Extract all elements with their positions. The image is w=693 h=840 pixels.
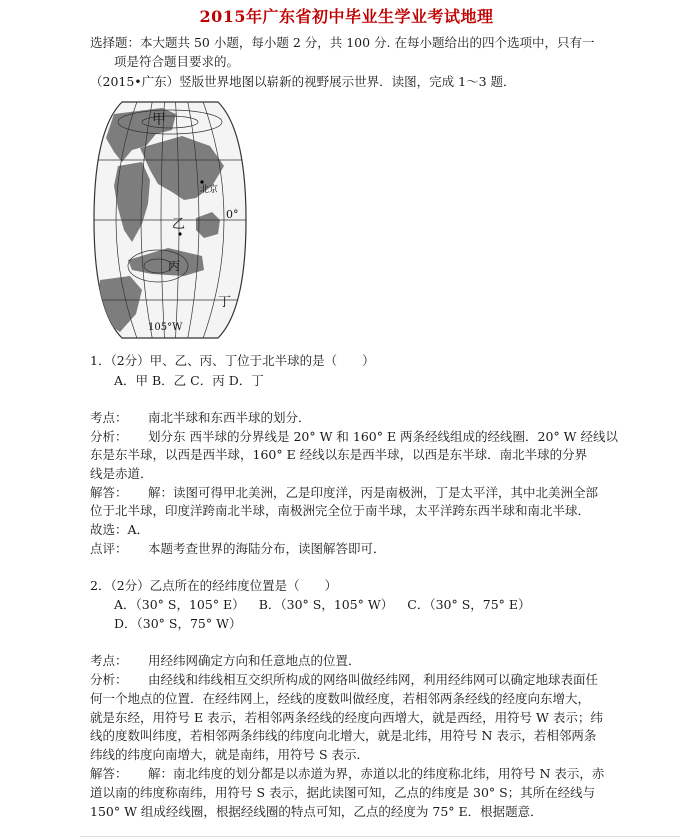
page-bottom-divider	[80, 836, 680, 837]
q1-kaodian-label: 考点：	[90, 410, 128, 425]
q1-jieda-label: 解答：	[90, 485, 128, 500]
q2-fenxi-text-1: 由经线和纬线相互交织所构成的网络叫做经纬网，利用经纬网可以确定地球表面任	[148, 672, 599, 687]
label-beijing: 北京	[200, 185, 219, 195]
q2-option-b: B．（30° S，105° W）	[258, 597, 394, 612]
page-title: 2015年广东省初中毕业生学业考试地理	[199, 7, 494, 26]
q2-option-c: C．（30° S，75° E）	[407, 597, 531, 612]
q1-fenxi-label: 分析：	[90, 429, 128, 444]
q2-fenxi-label: 分析：	[90, 672, 128, 687]
intro-line-3: （2015•广东）竖版世界地图以崭新的视野展示世界．读图，完成 1～3 题．	[90, 74, 516, 89]
yi-dot	[178, 232, 181, 235]
q1-jieda	[90, 484, 598, 502]
q1-dianping-text: 本题考查世界的海陆分布，读图解答即可．	[148, 541, 386, 556]
q1-answer: 故选：A．	[90, 522, 150, 537]
label-ding: 丁	[218, 295, 232, 310]
intro-line-1: 选择题：本大题共 50 小题，每小题 2 分，共 100 分. 在每小题给出的四个选项中，只有一	[90, 35, 595, 50]
label-105w: 105°W	[148, 322, 183, 333]
label-yi: 乙	[172, 217, 186, 232]
q2-jieda	[90, 765, 604, 783]
q1-options: A．甲 B．乙 C．丙 D．丁	[114, 373, 264, 388]
q1-kaodian-text: 南北半球和东西半球的划分．	[148, 410, 311, 425]
q2-fenxi-line-2: 何一个地点的位置．在经纬网上，经线的度数叫做经度，若相邻两条经线的经度向东增大，	[90, 691, 591, 706]
q1-fenxi-line-3: 线是赤道．	[90, 466, 153, 481]
label-zero-degree: 0°	[226, 208, 239, 221]
q1-fenxi-line-2: 东是东半球，以西是西半球，160° E 经线以东是西半球，以西是东半球．南北半球的分界	[90, 447, 588, 462]
q1-dianping-label: 点评：	[90, 541, 128, 556]
q1-stem: 1．（2分）甲、乙、丙、丁位于北半球的是（ ）	[90, 353, 375, 368]
vertical-world-map	[92, 100, 248, 340]
q1-fenxi-text-1: 划分东 西半球的分界线是 20° W 和 160° E 两条经线组成的经线圈．20° W 经线以	[148, 429, 619, 444]
q2-option-d: D．（30° S，75° W）	[114, 616, 242, 631]
q2-kaodian-label: 考点：	[90, 653, 128, 668]
q2-jieda-line-2: 道以南的纬度称南纬，用符号 S 表示，据此读图可知，乙点的纬度是 30° S；其所在经线与	[90, 785, 596, 800]
q2-fenxi-line-3: 就是东经，用符号 E 表示，若相邻两条经线的经度向西增大，就是西经，用符号 W 表示；纬	[90, 710, 603, 725]
q2-jieda-text-1: 解：南北纬度的划分都是以赤道为界，赤道以北的纬度称北纬，用符号 N 表示，赤	[148, 766, 605, 781]
q1-fenxi	[90, 428, 618, 446]
q2-stem: 2．（2分）乙点所在的经纬度位置是（ ）	[90, 578, 338, 593]
q2-jieda-label: 解答：	[90, 766, 128, 781]
q2-options-row-1	[114, 596, 531, 614]
q2-fenxi	[90, 671, 598, 689]
q1-jieda-line-2: 位于北半球，印度洋跨南北半球，南极洲完全位于南半球，太平洋跨东西半球和南北半球．	[90, 503, 591, 518]
beijing-dot	[200, 180, 203, 183]
q2-option-a: A．（30° S，105° E）	[114, 597, 245, 612]
q2-jieda-line-3: 150° W 组成经线圈，根据经线圈的特点可知，乙点的经度为 75° E．根据题意．	[90, 804, 543, 819]
label-jia: 甲	[152, 112, 166, 128]
q1-jieda-text-1: 解：读图可得甲北美洲，乙是印度洋，丙是南极洲，丁是太平洋，其中北美洲全部	[148, 485, 599, 500]
q1-dianping	[90, 540, 386, 558]
intro-line-2: 项是符合题目要求的。	[114, 54, 240, 69]
q2-fenxi-line-5: 纬线的纬度向南增大，就是南纬，用符号 S 表示．	[90, 747, 370, 762]
q2-kaodian	[90, 652, 361, 670]
q2-kaodian-text: 用经纬网确定方向和任意地点的位置．	[148, 653, 361, 668]
q1-kaodian	[90, 409, 311, 427]
q2-fenxi-line-4: 线的度数叫纬度，若相邻两条纬线的纬度向北增大，就是北纬，用符号 N 表示，若相邻两条	[90, 728, 597, 743]
label-bing: 丙	[168, 259, 181, 273]
